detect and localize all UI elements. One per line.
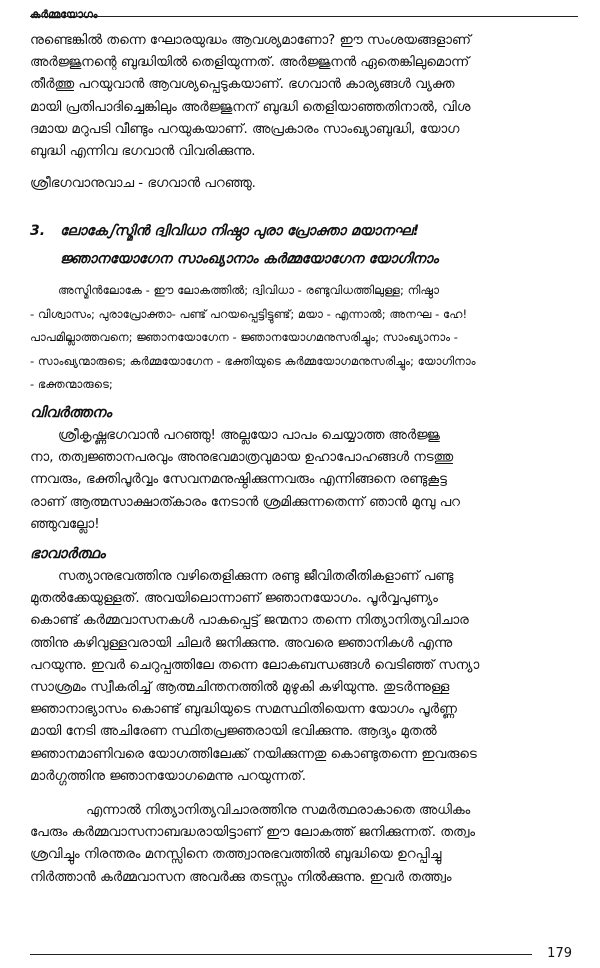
text-line: എന്നാൽ നിത്യാനിത്യവിചാരത്തിനു സമർത്ഥരാകാതെ അധികം: [86, 802, 471, 818]
translation-paragraph: [30, 425, 582, 536]
footer-rule: [30, 954, 532, 955]
page-number: 179: [547, 946, 572, 961]
text-line: ന്നവരും, ഭക്തിപൂർവ്വം സേവനമനുഷ്ഠിക്കുന്നവരും എന്നിങ്ങനെ രണ്ടുകൂട്ട: [30, 472, 447, 488]
header-rule: [30, 16, 578, 17]
purport-paragraph-2: [30, 800, 582, 889]
running-header: [30, 6, 578, 26]
text-line: മായി നേടി അചിരേണ സ്ഥിതപ്രജ്ഞരായി ഭവിക്കുന്നു. ആദ്യം മുതൽ: [30, 724, 437, 740]
text-line: സാശ്രമം സ്വീകരിച്ച് ആത്മചിന്തനത്തിൽ മുഴുകി കഴിയുന്നു. തുടർന്നുള്ള: [30, 679, 450, 695]
text-line: തീർത്തു പറയുവാൻ ആവശ്യപ്പെടുകയാണ്. ഭഗവാൻ കാര്യങ്ങൾ വ്യക്ത: [30, 77, 455, 93]
text-line: ഞ്ഞുവല്ലോ!: [30, 516, 100, 532]
text-line: പേരും കർമ്മവാസനാബദ്ധരായിട്ടാണ് ഈ ലോകത്ത് ജനിക്കുന്നത്. തത്വം: [30, 825, 475, 841]
verse-line-1-text: ലോകേഽസ്മിൻ ദ്വിവിധാ നിഷ്ഠാ പുരാ പ്രോക്താ മയാനഘ!: [60, 223, 420, 240]
text-line: മായി പ്രതിപാദിച്ചെങ്കിലും അർജ്ജുനന് ബുദ്ധി തെളിയാഞ്ഞതിനാൽ, വിശ: [30, 99, 471, 115]
gloss-line: - വിശ്വാസം; പുരാപ്രോക്താ- പണ്ട് പറയപ്പെട്ടിട്ടുണ്ട്; മയാ - എന്നാൽ; അനഘ - ഹേ!: [30, 306, 468, 321]
purport-heading: ഭാവാർത്ഥം: [30, 545, 106, 562]
text-line: ശ്രവിച്ചും നിരന്തരം മനസ്സിനെ തത്ത്വാനുഭവത്തിൽ ബുദ്ധിയെ ഉറപ്പിച്ചു: [30, 847, 442, 863]
text-line: രാണ് ആത്മസാക്ഷാത്കാരം നേടാൻ ശ്രമിക്കുന്നതെന്ന് ഞാൻ മുമ്പു പറ: [30, 494, 460, 510]
text-line: ത്തിനു കഴിവുള്ളവരായി ചിലർ ജനിക്കുന്നു. അവരെ ജ്ഞാനികൾ എന്നു: [30, 635, 453, 651]
verse-number: 3.: [30, 223, 46, 240]
gloss-line: - സാംഖ്യന്മാരുടെ; കർമ്മയോഗേന - ഭക്തിയുടെ കർമ്മയോഗമനുസരിച്ചും; യോഗിനാം: [30, 353, 476, 368]
text-line: അർജ്ജുനന്റെ ബുദ്ധിയിൽ തെളിയുന്നത്. അർജ്ജുനൻ ഏതെങ്കിലുമൊന്ന്: [30, 55, 470, 71]
page-body: [30, 30, 582, 889]
text-line: കൊണ്ട് കർമ്മവാസനകൾ പാകപ്പെട്ട് ജന്മനാ തന്നെ നിത്യാനിത്യവിചാര: [30, 613, 469, 629]
text-line: ബുദ്ധി എന്നിവ ഭഗവാൻ വിവരിക്കുന്നു.: [30, 144, 256, 160]
speaker-line: [30, 173, 582, 195]
text-line: ജ്ഞാനാഭ്യാസം കൊണ്ട് ബുദ്ധിയുടെ സമസ്ഥിതിയെന്ന യോഗം പൂർണ്ണ: [30, 702, 457, 718]
intro-paragraph: [30, 30, 582, 163]
page-footer: [30, 946, 578, 962]
text-line: സത്യാനുഭവത്തിനു വഴിതെളിക്കുന്ന രണ്ടു ജീവിതരീതികളാണ് പണ്ടു: [58, 568, 454, 584]
text-line: ജ്ഞാനമാണിവരെ യോഗത്തിലേക്ക് നയിക്കുന്നതു കൊണ്ടുതന്നെ ഇവരുടെ: [30, 746, 477, 762]
running-header-title: കർമ്മയോഗം: [30, 8, 104, 22]
text-line: മുതൽക്കേയുള്ളത്. അവയിലൊന്നാണ് ജ്ഞാനയോഗം. പൂർവ്വപുണ്യം: [30, 591, 438, 607]
gloss-line: - ഭക്തന്മാരുടെ;: [30, 377, 113, 392]
text-line: നുണ്ടെങ്കിൽ തന്നെ ഘോരയുദ്ധം ആവശ്യമാണോ? ഈ സംശയങ്ങളാണ്: [30, 33, 471, 48]
verse-line-1: [30, 217, 582, 245]
text-line: നാ, തത്വജ്ഞാനപരവും അനുഭവമാത്രവുമായ ഉഹാപോഹങ്ങൾ നടത്തു: [30, 450, 454, 466]
gloss-line: അസ്മിൻലോകേ - ഈ ലോകത്തിൽ; ദ്വിവിധാ - രണ്ടുവിധത്തിലുള്ള; നിഷ്ഠാ: [58, 283, 439, 298]
text-line: മാർഗ്ഗത്തിനു ജ്ഞാനയോഗമെന്നു പറയുന്നത്.: [30, 768, 307, 784]
word-meaning: [30, 279, 582, 397]
translation-heading: വിവർത്തനം: [30, 404, 112, 421]
speaker-text: ശ്രീഭഗവാനുവാച - ഭഗവാൻ പറഞ്ഞു.: [30, 176, 256, 192]
text-line: ദമായ മറുപടി വീണ്ടും പറയുകയാണ്. അപ്രകാരം സാംഖ്യാബുദ്ധി, യോഗ: [30, 121, 460, 137]
text-line: നിർത്താൻ കർമ്മവാസന അവർക്കു തടസ്സം നിൽക്കുന്നു. ഇവർ തത്ത്വം: [30, 869, 452, 885]
text-line: പറയുന്നു. ഇവർ ചെറുപ്പത്തിലേ തന്നെ ലോകബന്ധങ്ങൾ വെടിഞ്ഞ് സന്യാ: [30, 657, 480, 673]
sanskrit-verse: [30, 217, 582, 273]
purport-paragraph-1: [30, 566, 582, 788]
text-line: ശ്രീകൃഷ്ണഭഗവാൻ പറഞ്ഞു! അല്ലയോ പാപം ചെയ്യാത്ത അർജ്ജു: [58, 427, 440, 443]
verse-line-2: ജ്ഞാനയോഗേന സാംഖ്യാനാം കർമ്മയോഗേന യോഗിനാം: [60, 251, 439, 268]
gloss-line: പാപമില്ലാത്തവനെ; ജ്ഞാനയോഗേന - ജ്ഞാനയോഗമനുസരിച്ചും; സാംഖ്യാനാം -: [30, 330, 458, 345]
